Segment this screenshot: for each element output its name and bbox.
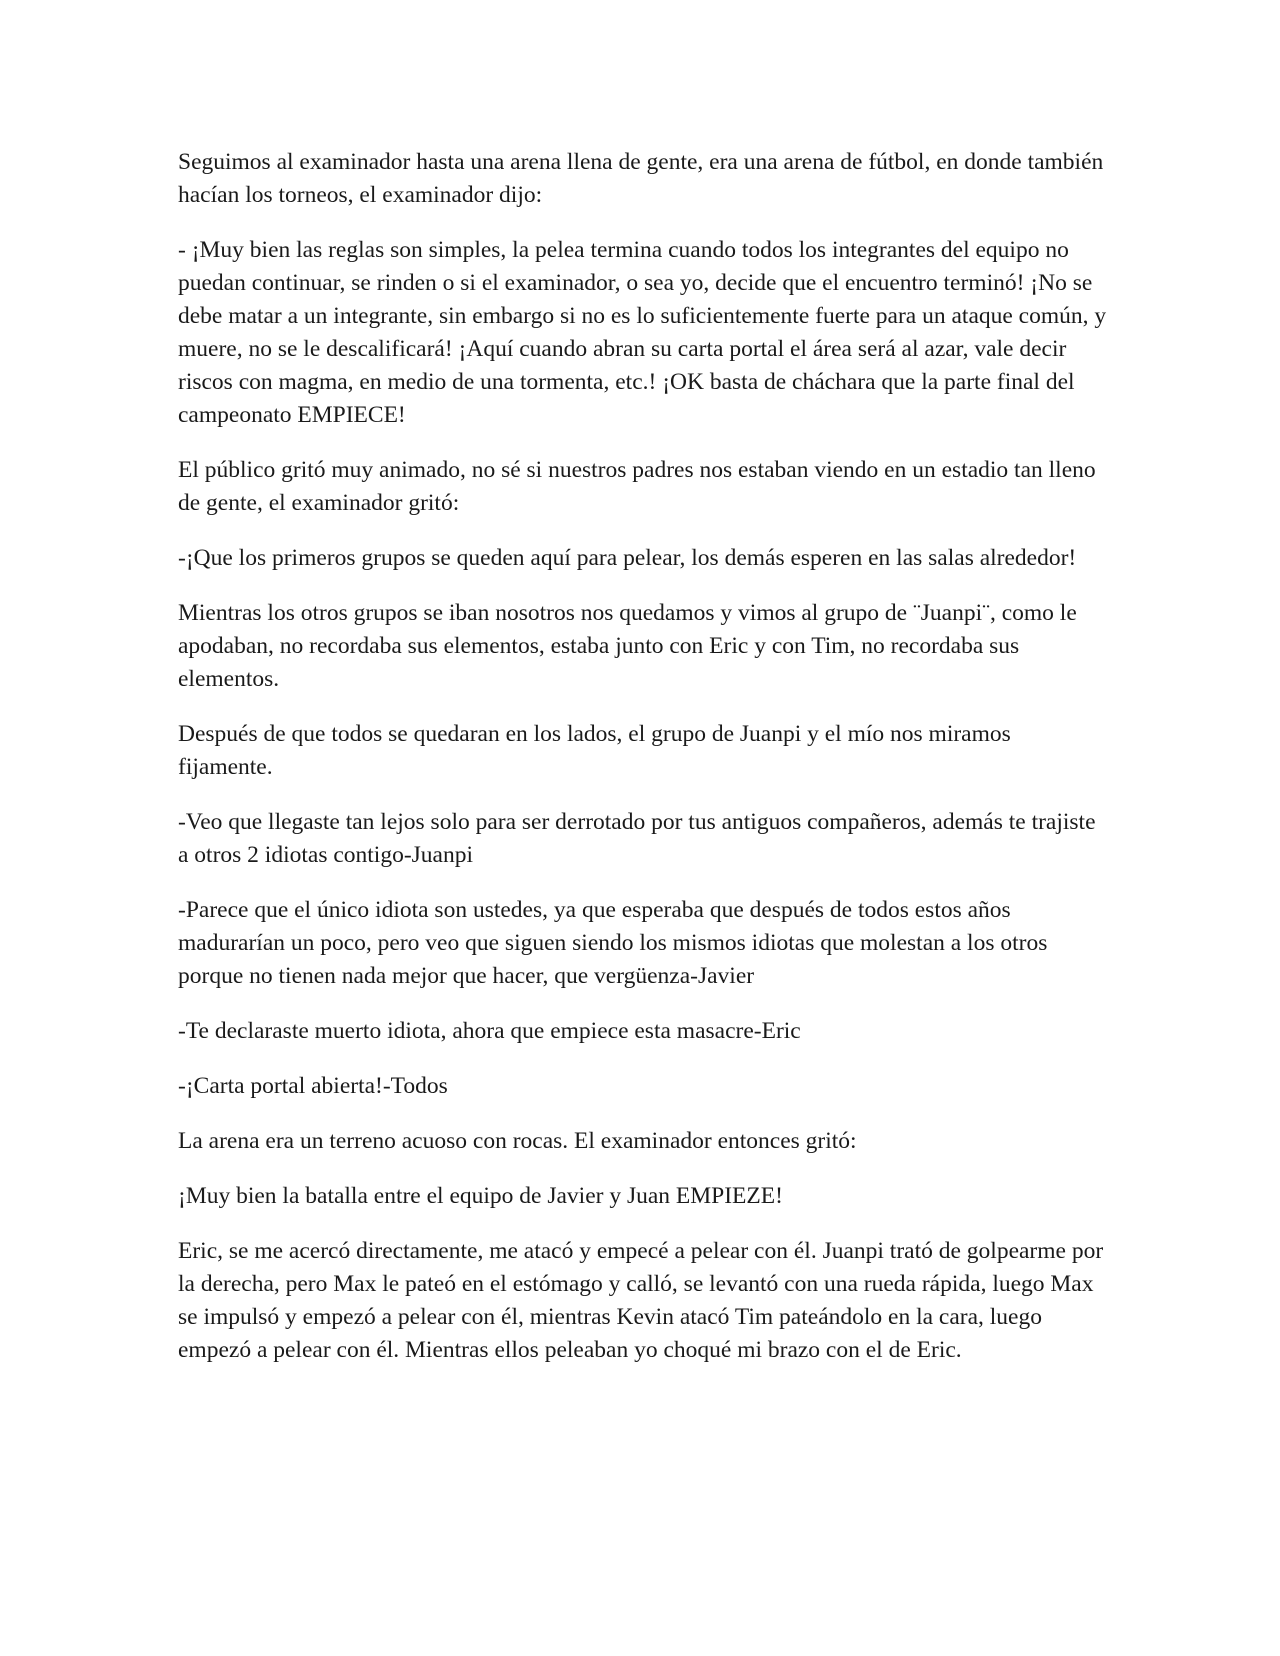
paragraph-1: Seguimos al examinador hasta una arena llena de gente, era una arena de fútbol, en donde también hacían los torneos, el examinador dijo:	[178, 149, 1104, 208]
paragraph-8: -Parece que el único idiota son ustedes, ya que esperaba que después de todos estos años madurarían un poco, pero veo que siguen siendo los mismos idiotas que molestan a los otros porque no tienen nada mejor que hacer, que vergüenza-Javier	[178, 897, 1048, 989]
paragraph-13: Eric, se me acercó directamente, me atacó y empecé a pelear con él. Juanpi trató de golpearme por la derecha, pero Max le pateó en el estómago y calló, se levantó con una rueda rápida, luego Max se impulsó y empezó a pelear con él, mientras Kevin atacó Tim pateándolo en la cara, luego empezó a pelear con él. Mientras ellos peleaban yo choqué mi brazo con el de Eric.	[178, 1238, 1104, 1363]
paragraph-3: El público gritó muy animado, no sé si nuestros padres nos estaban viendo en un estadio tan lleno de gente, el examinador gritó:	[178, 457, 1096, 516]
paragraph-11: La arena era un terreno acuoso con rocas. El examinador entonces gritó:	[178, 1128, 857, 1154]
paragraph-2: - ¡Muy bien las reglas son simples, la pelea termina cuando todos los integrantes del equipo no puedan continuar, se rinden o si el examinador, o sea yo, decide que el encuentro terminó! ¡No se debe matar a un integrante, sin embargo si no es lo suficientemente fuerte para un ataque común, y muere, no se le descalificará! ¡Aquí cuando abran su carta portal el área será al azar, vale decir riscos con magma, en medio de una tormenta, etc.! ¡OK basta de cháchara que la parte final del campeonato EMPIECE!	[178, 237, 1107, 428]
paragraph-5: Mientras los otros grupos se iban nosotros nos quedamos y vimos al grupo de ¨Juanpi¨, como le apodaban, no recordaba sus elementos, estaba junto con Eric y con Tim, no recordaba sus elementos.	[178, 600, 1077, 692]
paragraph-9: -Te declaraste muerto idiota, ahora que empiece esta masacre-Eric	[178, 1018, 801, 1044]
document-body	[178, 146, 1108, 1389]
paragraph-7: -Veo que llegaste tan lejos solo para ser derrotado por tus antiguos compañeros, además te trajiste a otros 2 idiotas contigo-Juanpi	[178, 809, 1096, 868]
paragraph-6: Después de que todos se quedaran en los lados, el grupo de Juanpi y el mío nos miramos fijamente.	[178, 721, 1011, 780]
paragraph-12: ¡Muy bien la batalla entre el equipo de Javier y Juan EMPIEZE!	[178, 1183, 783, 1209]
paragraph-10: -¡Carta portal abierta!-Todos	[178, 1073, 448, 1099]
paragraph-4: -¡Que los primeros grupos se queden aquí para pelear, los demás esperen en las salas alrededor!	[178, 545, 1077, 571]
